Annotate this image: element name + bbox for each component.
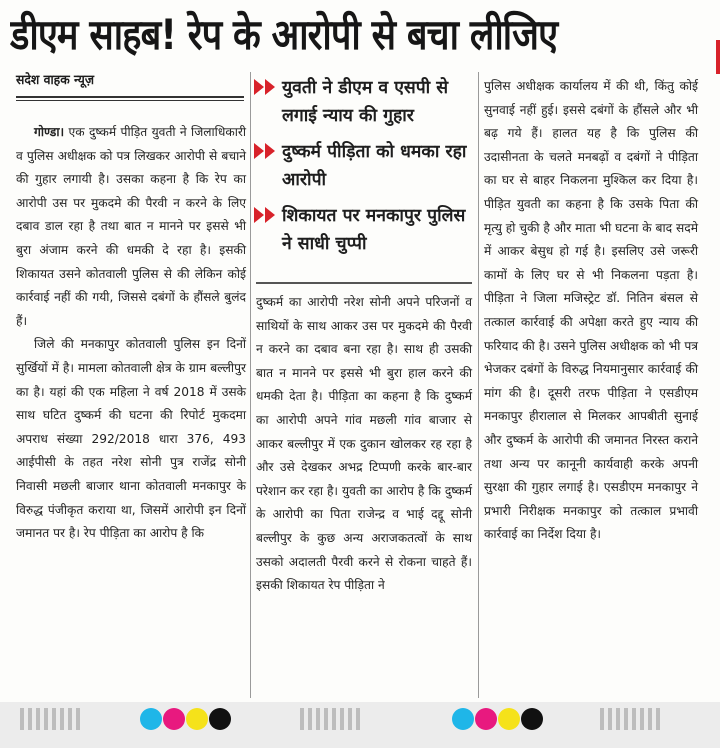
cyan-dot — [452, 708, 474, 730]
registration-bar — [600, 708, 660, 730]
paragraph-text: जिले की मनकापुर कोतवाली पुलिस इन दिनों सुर्खियों में है। मामला कोतवाली क्षेत्र के ग्राम बल्लीपुर का है। यहां की एक महिला ने वर्ष 2018 में उसके साथ घटित दुष्कर्म की घटना की रिपोर्ट मुकदमा अपराध संख्या 292/2018 धारा 376, 493 आईपीसी के तहत नरेश सोनी पुत्र राजेंद्र सोनी निवासी मछली बाजार थाना कोतवाली मनकापुर के विरुद्ध पंजीकृत कराया था, जिसमें आरोपी इन दिनों जमानत पर है। रेप पीड़िता का आरोप है कि — [16, 337, 246, 541]
double-triangle-arrow-icon — [254, 78, 280, 96]
highlights-box — [252, 74, 474, 266]
article-column-1 — [16, 121, 246, 546]
registration-bar — [20, 708, 80, 730]
magenta-dot — [475, 708, 497, 730]
paragraph-text: पुलिस अधीक्षक कार्यालय में की थी, किंतु कोई सुनवाई नहीं हुई। इससे दबंगों के हौंसले और भी बढ़ गये हैं। हालत यह है कि पुलिस की उदासीनता के चलते मनबढ़ों व दबंगों ने पीड़िता का घर से बाहर निकलना मुश्किल कर दिया है। पीड़ित युवती का कहना है कि उसके पिता की मृत्यु हो चुकी है और माता भी घटना के बाद सदमे में आकर बेसुध हो गई है। इसलिए उसे जरूरी कामों के लिए घर से भी निकलना पड़ता है। पीड़िता ने जिला मजिस्ट्रेट डॉ. नितिन बंसल से तत्काल कार्रवाई की अपेक्षा करते हुए न्याय की फरियाद की है। उसने पुलिस अधीक्षक को भी पत्र भेजकर दबंगों के विरुद्ध नियमानुसार कार्रवाई की मांग की है। दूसरी तरफ पीड़िता ने एसडीएम मनकापुर हीरालाल से मिलकर आपबीती सुनाई और दुष्कर्म के आरोपी की जमानत निरस्त कराने तथा अन्य पर कानूनी कार्यवाही करके अपनी सुरक्षा की गुहार लगाई है। एसडीएम मनकापुर ने प्रभारी निरीक्षक मनकापुर को तत्काल प्रभावी कार्रवाई का निर्देश दिया है। — [484, 79, 698, 542]
headline: डीएम साहब! रेप के आरोपी से बचा लीजिए — [10, 10, 558, 59]
highlight-item — [252, 138, 474, 194]
column-divider — [250, 72, 251, 698]
highlight-text: युवती ने डीएम व एसपी से लगाई न्याय की गुहार — [282, 78, 449, 126]
article-column-2 — [256, 291, 472, 598]
edge-color-mark — [716, 40, 720, 74]
paragraph — [16, 333, 246, 545]
cyan-dot — [140, 708, 162, 730]
black-dot — [521, 708, 543, 730]
double-triangle-arrow-icon — [254, 206, 280, 224]
byline: सदेश वाहक न्यूज़ — [16, 73, 94, 88]
dateline: गोण्डा। — [34, 125, 65, 139]
registration-dots — [452, 708, 543, 730]
registration-dots — [140, 708, 231, 730]
highlight-item — [252, 202, 474, 258]
highlight-text: शिकायत पर मनकापुर पुलिस ने साधी चुप्पी — [282, 206, 466, 254]
magenta-dot — [163, 708, 185, 730]
article-column-3 — [484, 75, 698, 547]
yellow-dot — [186, 708, 208, 730]
byline-rule-thin — [16, 100, 244, 101]
column-divider — [478, 72, 479, 698]
yellow-dot — [498, 708, 520, 730]
paragraph-text: एक दुष्कर्म पीड़ित युवती ने जिलाधिकारी व पुलिस अधीक्षक को पत्र लिखकर आरोपी से बचाने की गुहार लगायी है। उसका कहना है कि रेप का आरोपी उस पर मुकदमे की पैरवी न करने के लिए दबाव डाल रहा है तथा बात न मानने पर इससे भी बुरा अंजाम करने की धमकी दे रहा है। इसकी शिकायत उसने कोतवाली पुलिस से की लेकिन कोई कार्रवाई नहीं की गयी, जिससे दबंगों के हौंसले बुलंद हैं। — [16, 125, 246, 328]
paragraph — [484, 75, 698, 547]
byline-rule — [16, 96, 244, 98]
paragraph — [16, 121, 246, 333]
highlight-text: दुष्कर्म पीड़िता को धमका रहा आरोपी — [282, 142, 467, 190]
paragraph — [256, 291, 472, 598]
registration-bar — [300, 708, 360, 730]
highlight-item — [252, 74, 474, 130]
paragraph-text: दुष्कर्म का आरोपी नरेश सोनी अपने परिजनों व साथियों के साथ आकर उस पर मुकदमे की पैरवी न करने का दबाव बना रहा है। साथ ही उसकी बात न मानने पर इससे भी बुरा हाल करने की धमकी देता है। पीड़िता का कहना है कि दुष्कर्म का आरोपी अपने गांव मछली गांव बाजार से आकर बल्लीपुर में एक दुकान खोलकर रह रहा है और उसे देखकर अभद्र टिप्पणी करके बार-बार परेशान कर रहा है। युवती का आरोप है कि दुष्कर्म के आरोपी का पिता राजेन्द्र व भाई दद्दू सोनी बल्लीपुर के कुछ अन्य अराजकतत्वों के साथ उसको अदालती पैरवी करने से रोकना चाहते हैं। इसकी शिकायत रेप पीड़िता ने — [256, 295, 472, 593]
black-dot — [209, 708, 231, 730]
double-triangle-arrow-icon — [254, 142, 280, 160]
highlights-rule — [256, 282, 472, 284]
